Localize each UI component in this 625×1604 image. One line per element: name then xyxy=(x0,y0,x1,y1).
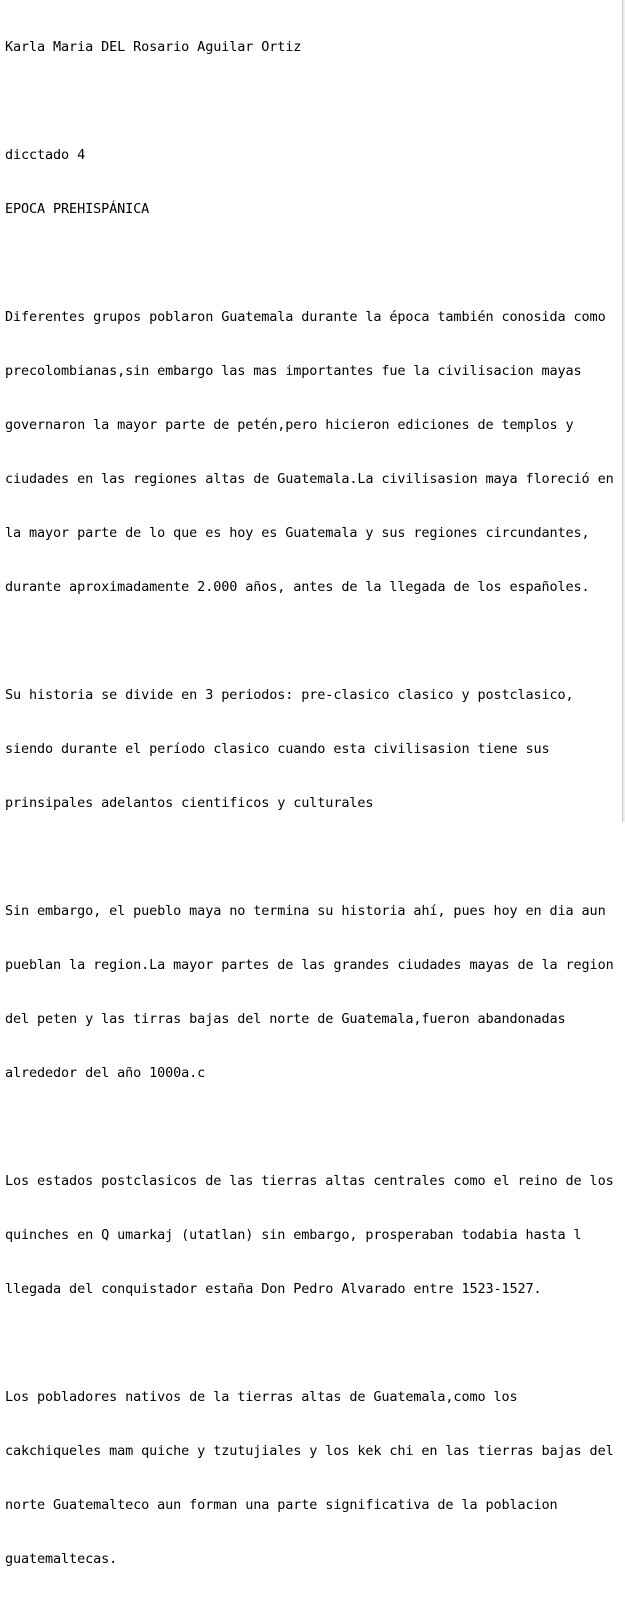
text-line xyxy=(5,1118,617,1136)
text-line: alrededor del año 1000a.c xyxy=(5,1065,206,1081)
text-line: cakchiqueles mam quiche y tzutujiales y los kek chi en las tierras bajas del xyxy=(5,1443,614,1459)
text-line: la mayor parte de lo que es hoy es Guatemala y sus regiones circundantes, xyxy=(5,525,590,541)
text-line xyxy=(5,92,617,110)
text-line: ciudades en las regiones altas de Guatemala.La civilisasion maya floreció en xyxy=(5,471,614,487)
text-line: durante aproximadamente 2.000 años, antes de la llegada de los españoles. xyxy=(5,579,590,595)
text-line xyxy=(5,848,617,866)
text-line: Su historia se divide en 3 periodos: pre-clasico clasico y postclasico, xyxy=(5,687,574,703)
text-line: Sin embargo, el pueblo maya no termina su historia ahí, pues hoy en dia aun xyxy=(5,903,606,919)
text-line xyxy=(5,254,617,272)
text-line: Karla Maria DEL Rosario Aguilar Ortiz xyxy=(5,39,302,55)
text-line: guatemaltecas. xyxy=(5,1551,118,1567)
text-line: llegada del conquistador estaña Don Pedro Alvarado entre 1523-1527. xyxy=(5,1281,542,1297)
text-line: norte Guatemalteco aun forman una parte significativa de la poblacion xyxy=(5,1497,558,1513)
text-line: precolombianas,sin embargo las mas importantes fue la civilisacion mayas xyxy=(5,363,582,379)
text-line: quinches en Q umarkaj (utatlan) sin embargo, prosperaban todabia hasta l xyxy=(5,1227,582,1243)
text-line: del peten y las tirras bajas del norte de Guatemala,fueron abandonadas xyxy=(5,1011,566,1027)
text-line: Los pobladores nativos de la tierras altas de Guatemala,como los xyxy=(5,1389,518,1405)
text-line: Los estados postclasicos de las tierras altas centrales como el reino de los xyxy=(5,1173,614,1189)
text-line: prinsipales adelantos cientificos y culturales xyxy=(5,795,374,811)
document-text[interactable] xyxy=(5,2,617,1604)
text-line xyxy=(5,1334,617,1352)
text-line: governaron la mayor parte de petén,pero hicieron ediciones de templos y xyxy=(5,417,574,433)
text-line: EPOCA PREHISPÁNICA xyxy=(5,201,150,217)
text-line: pueblan la region.La mayor partes de las grandes ciudades mayas de la region xyxy=(5,957,614,973)
text-line xyxy=(5,632,617,650)
text-line: dicctado 4 xyxy=(5,147,86,163)
text-line: Diferentes grupos poblaron Guatemala durante la época también conosida como xyxy=(5,309,606,325)
text-line: siendo durante el período clasico cuando esta civilisasion tiene sus xyxy=(5,741,550,757)
